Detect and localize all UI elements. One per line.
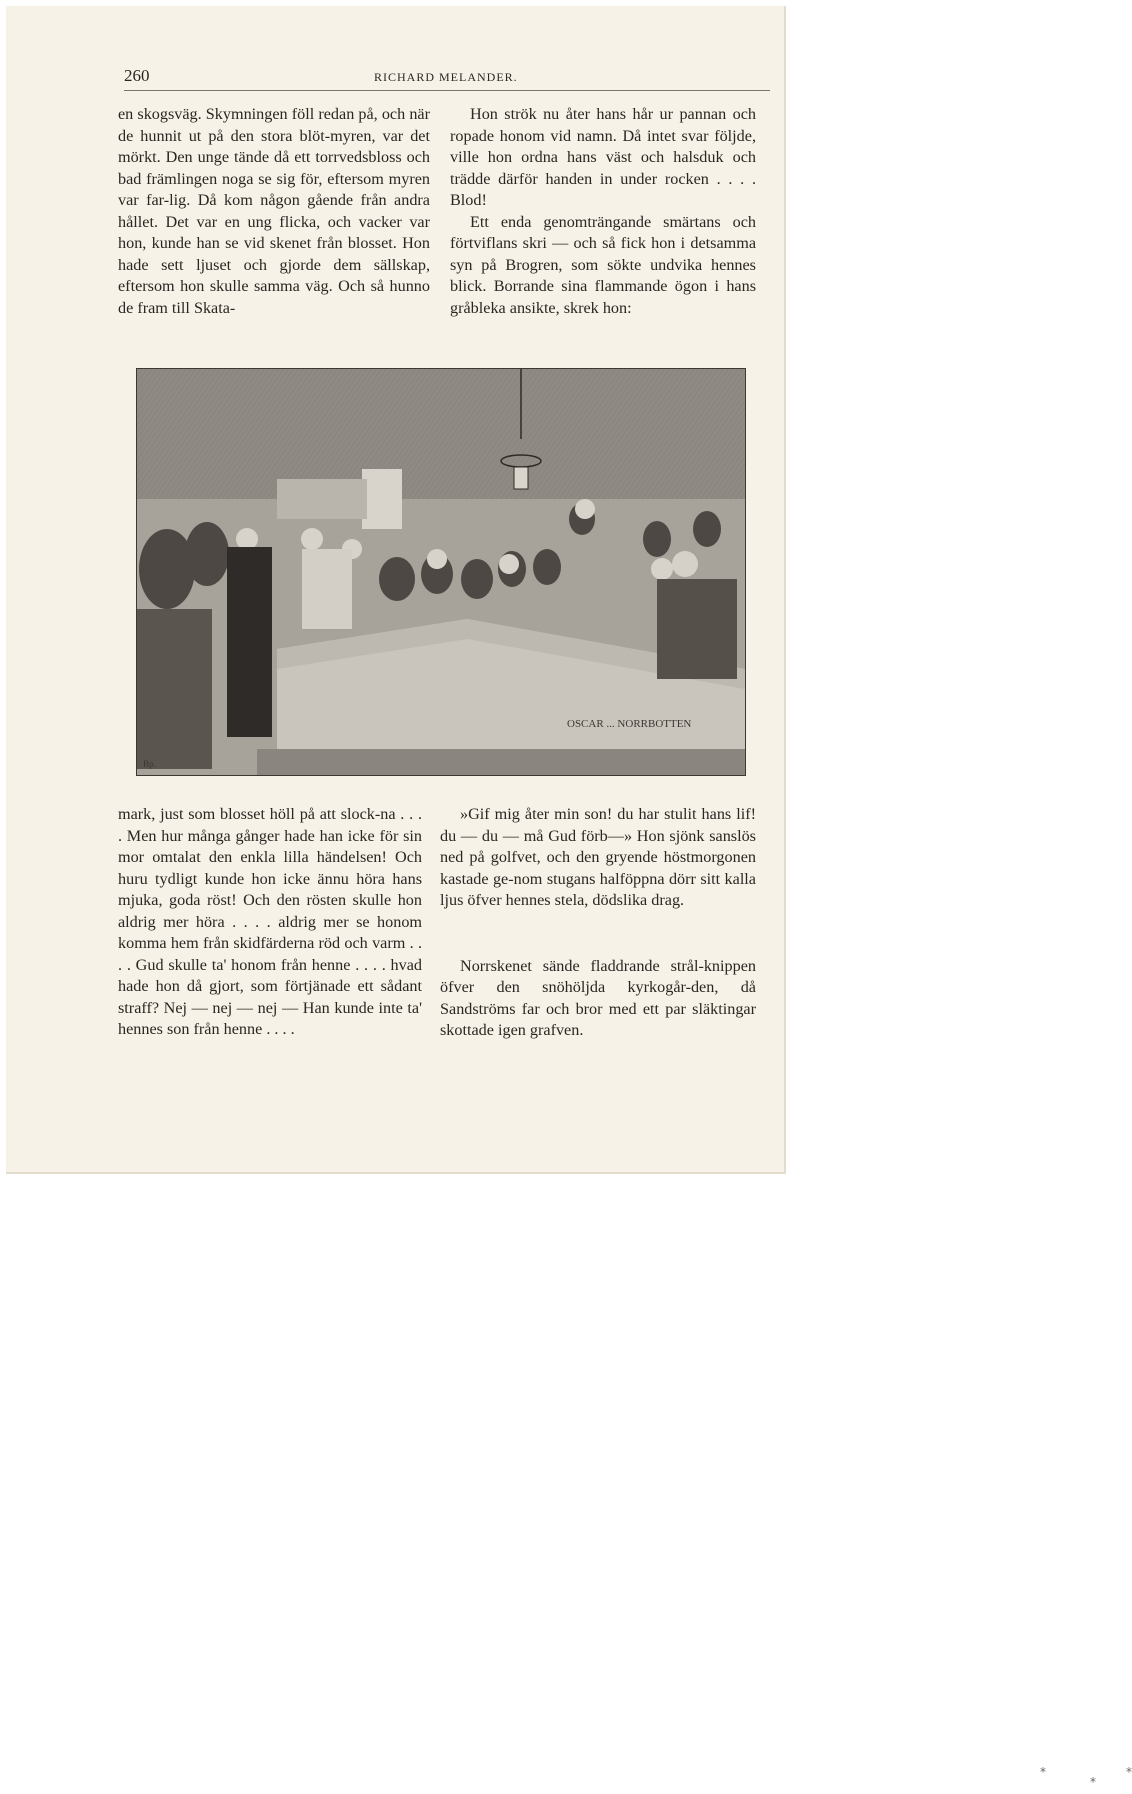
- running-head: RICHARD MELANDER.: [374, 70, 518, 84]
- column-top-right: [450, 104, 756, 319]
- paragraph: mark, just som blosset höll på att slock-na . . . . Men hur många gånger hade han icke för sin mor omtalat den enkla lilla händelsen! Och huru tydligt kunde hon icke ännu höra hans mjuka, goda röst! Och den rösten skulle hon aldrig mer höra . . . . aldrig mer se honom komma hem från skidfärderna röd och varm . . . . Gud skulle ta' honom från henne . . . . hvad hade hon då gjort, som förtjänade ett sådant straff? Nej — nej — nej — Han kunde inte ta' hennes son från henne . . . .: [118, 805, 422, 1038]
- paragraph: Ett enda genomträngande smärtans och förtviflans skri — och så fick hon i detsamma syn på Brogren, som sökte undvika hennes blick. Borrande sina flammande ögon i hans gråbleka ansikte, skrek hon:: [450, 212, 756, 317]
- separator-star: *: [1126, 1765, 1132, 1779]
- paragraph: »Gif mig åter min son! du har stulit hans lif! du — du — må Gud förb—» Hon sjönk sanslös ned på golfvet, och den gryende höstmorgonen kastade ge-nom stugans halföppna dörr sitt kalla ljus öfver hennes stela, dödslika drag.: [440, 805, 756, 909]
- column-bottom-right: [440, 804, 1132, 1789]
- paragraph: Hon strök nu åter hans hår ur pannan och ropade honom vid namn. Då intet svar följde, ville hon ordna hans väst och halsduk och trädde därför handen in under rocken . . . . Blod!: [450, 105, 756, 209]
- illustration-signature: OSCAR ... NORRBOTTEN: [567, 718, 692, 730]
- engraver-mark: Bp.: [143, 759, 156, 769]
- paragraph: Norrskenet sände fladdrande strål-knippen öfver den snöhöljda kyrkogår-den, då Sandströms far och bror med ett par släktingar skottade igen grafven.: [440, 956, 756, 1039]
- courtroom-illustration: [136, 368, 746, 776]
- column-bottom-left: [118, 804, 422, 1041]
- paragraph: en skogsväg. Skymningen föll redan på, och när de hunnit ut på den stora blöt-myren, var det mörkt. Den unge tände då ett torrvedsbloss och bad främlingen noga se sig för, eftersom myren var far-lig. Då kom någon gående från andra hållet. Det var en ung flicka, och vacker var hon, kunde han se vid skenet från blosset. Hon hade sett ljuset och gjorde dem sällskap, eftersom hon skulle samma väg. Och så hunno de fram till Skata-: [118, 105, 430, 317]
- illustration-drawing: [137, 369, 745, 775]
- section-separator: [940, 1762, 1132, 1792]
- page-number: 260: [124, 66, 150, 85]
- page-header: [124, 66, 770, 91]
- column-top-left: [118, 104, 430, 319]
- separator-star: *: [1090, 1775, 1096, 1789]
- separator-star: *: [1040, 1765, 1046, 1779]
